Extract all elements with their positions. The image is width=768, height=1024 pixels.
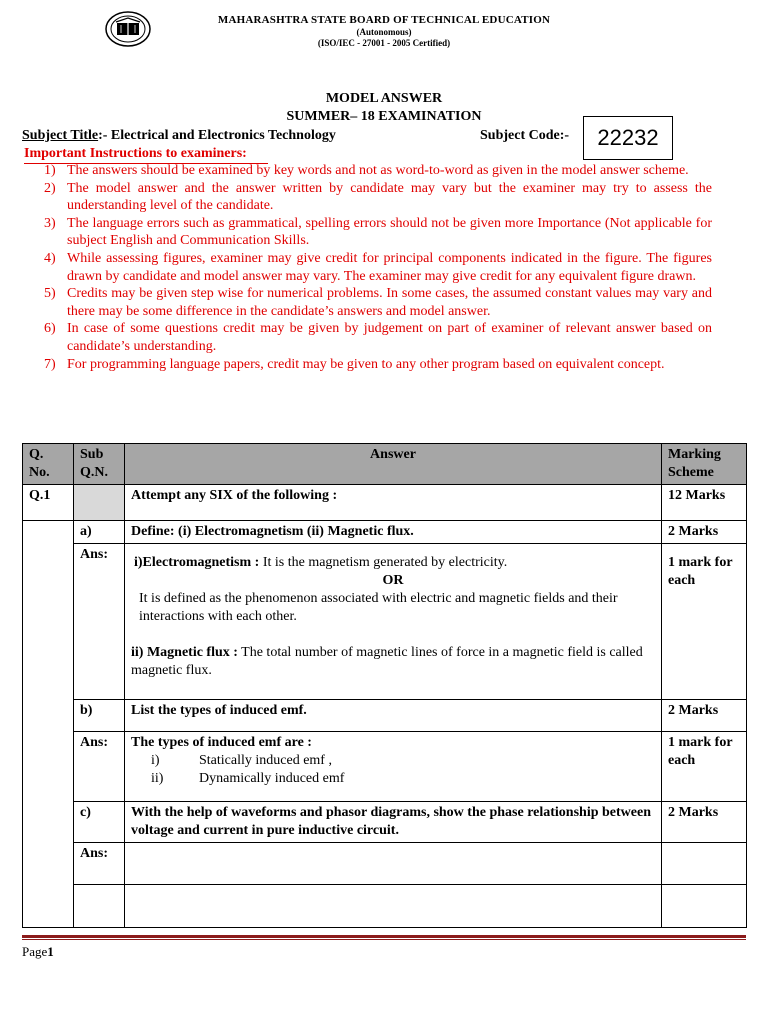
q1-text: Attempt any SIX of the following : xyxy=(125,485,662,521)
sub-a-answer: i)Electromagnetism : It is the magnetism generated by electricity. OR It is defined as the phenomenon associated with electric and magnetic fields and their interactions with each other. ii) Magnetic flux : The total number of magnetic lines of force in a magnetic field is called magnetic flux. xyxy=(125,544,662,700)
or-label: OR xyxy=(382,573,404,588)
answer-table xyxy=(22,443,747,928)
sub-b-ans-marks: 1 mark for each xyxy=(662,732,747,802)
sub-a-question: Define: (i) Electromagnetism (ii) Magnetic flux. xyxy=(125,521,662,544)
instruction-item: 3) The language errors such as grammatical, spelling errors should not be given more Importance (Not applicable for subject English and Communication Skills. xyxy=(44,215,712,249)
table-row xyxy=(23,885,747,928)
table-row xyxy=(23,700,747,732)
instruction-item: 5) Credits may be given step wise for numerical problems. In some cases, the assumed constant values may vary and there may be some difference in the candidate’s answers and model answer. xyxy=(44,286,712,319)
subject-code-box: 22232 xyxy=(583,116,673,160)
sub-a-ans-marks: 1 mark for each xyxy=(662,544,747,700)
header-subqn: Sub Q.N. xyxy=(74,444,125,485)
table-row xyxy=(23,485,747,521)
table-row xyxy=(23,732,747,802)
sub-c-label: c) xyxy=(74,802,125,843)
page-number: Page1 xyxy=(22,944,54,959)
instructions-list xyxy=(36,162,712,373)
sub-a-marks: 2 Marks xyxy=(662,521,747,544)
instructions-heading: Important Instructions to examiners: xyxy=(24,146,247,161)
instruction-item: 7) For programming language papers, credit may be given to any other program based on equivalent concept. xyxy=(44,356,665,372)
sub-b-question: List the types of induced emf. xyxy=(125,700,662,732)
sub-a-ans-label: Ans: xyxy=(74,544,125,700)
footer-rule-thin xyxy=(22,939,746,940)
autonomous-note: (Autonomous) xyxy=(356,27,412,37)
instruction-item: 1) The answers should be examined by key words and not as word-to-word as given in the model answer scheme. xyxy=(44,163,689,178)
sub-c-question: With the help of waveforms and phasor diagrams, show the phase relationship between voltage and current in pure inductive circuit. xyxy=(125,802,662,843)
list-item: ii) Dynamically induced emf xyxy=(151,771,345,786)
table-row xyxy=(23,521,747,544)
q1-marks: 12 Marks xyxy=(662,485,747,521)
exam-title: SUMMER– 18 EXAMINATION xyxy=(286,109,482,124)
sub-a-label: a) xyxy=(74,521,125,544)
sub-b-answer: The types of induced emf are : i) Statically induced emf , ii) Dynamically induced emf xyxy=(125,732,662,802)
sub-b-ans-label: Ans: xyxy=(74,732,125,802)
header-marking: Marking Scheme xyxy=(662,444,747,485)
instruction-item: 4) While assessing figures, examiner may give credit for principal components indicated in the figure. The figures drawn by candidate and model answer may vary. The examiner may give credit for any equivalent figure drawn. xyxy=(44,250,712,284)
table-row xyxy=(23,802,747,843)
table-row xyxy=(23,544,747,700)
sub-c-marks: 2 Marks xyxy=(662,802,747,843)
board-name: MAHARASHTRA STATE BOARD OF TECHNICAL EDUCATION xyxy=(217,14,551,26)
q1-number: Q.1 xyxy=(23,485,74,521)
instruction-item: 6) In case of some questions credit may be given by judgement on part of examiner of relevant answer based on candidate’s understanding. xyxy=(44,321,712,354)
sub-c-ans-label: Ans: xyxy=(74,843,125,885)
subject-code-label: Subject Code:- xyxy=(480,128,570,143)
model-answer-title: MODEL ANSWER xyxy=(325,91,443,106)
subject-title-value: :- Electrical and Electronics Technology xyxy=(98,128,336,143)
header-answer: Answer xyxy=(125,444,662,485)
document-header xyxy=(0,14,768,48)
sub-b-marks: 2 Marks xyxy=(662,700,747,732)
table-header-row xyxy=(23,444,747,485)
list-item: i) Statically induced emf , xyxy=(151,753,332,768)
subject-title-label: Subject Title xyxy=(22,128,99,143)
header-qno: Q. No. xyxy=(23,444,74,485)
footer-rule xyxy=(22,935,746,938)
instruction-item: 2) The model answer and the answer written by candidate may vary but the examiner may try to assess the understanding level of the candidate. xyxy=(44,180,712,214)
table-row xyxy=(23,843,747,885)
iso-note: (ISO/IEC - 27001 - 2005 Certified) xyxy=(317,38,451,48)
sub-b-label: b) xyxy=(74,700,125,732)
